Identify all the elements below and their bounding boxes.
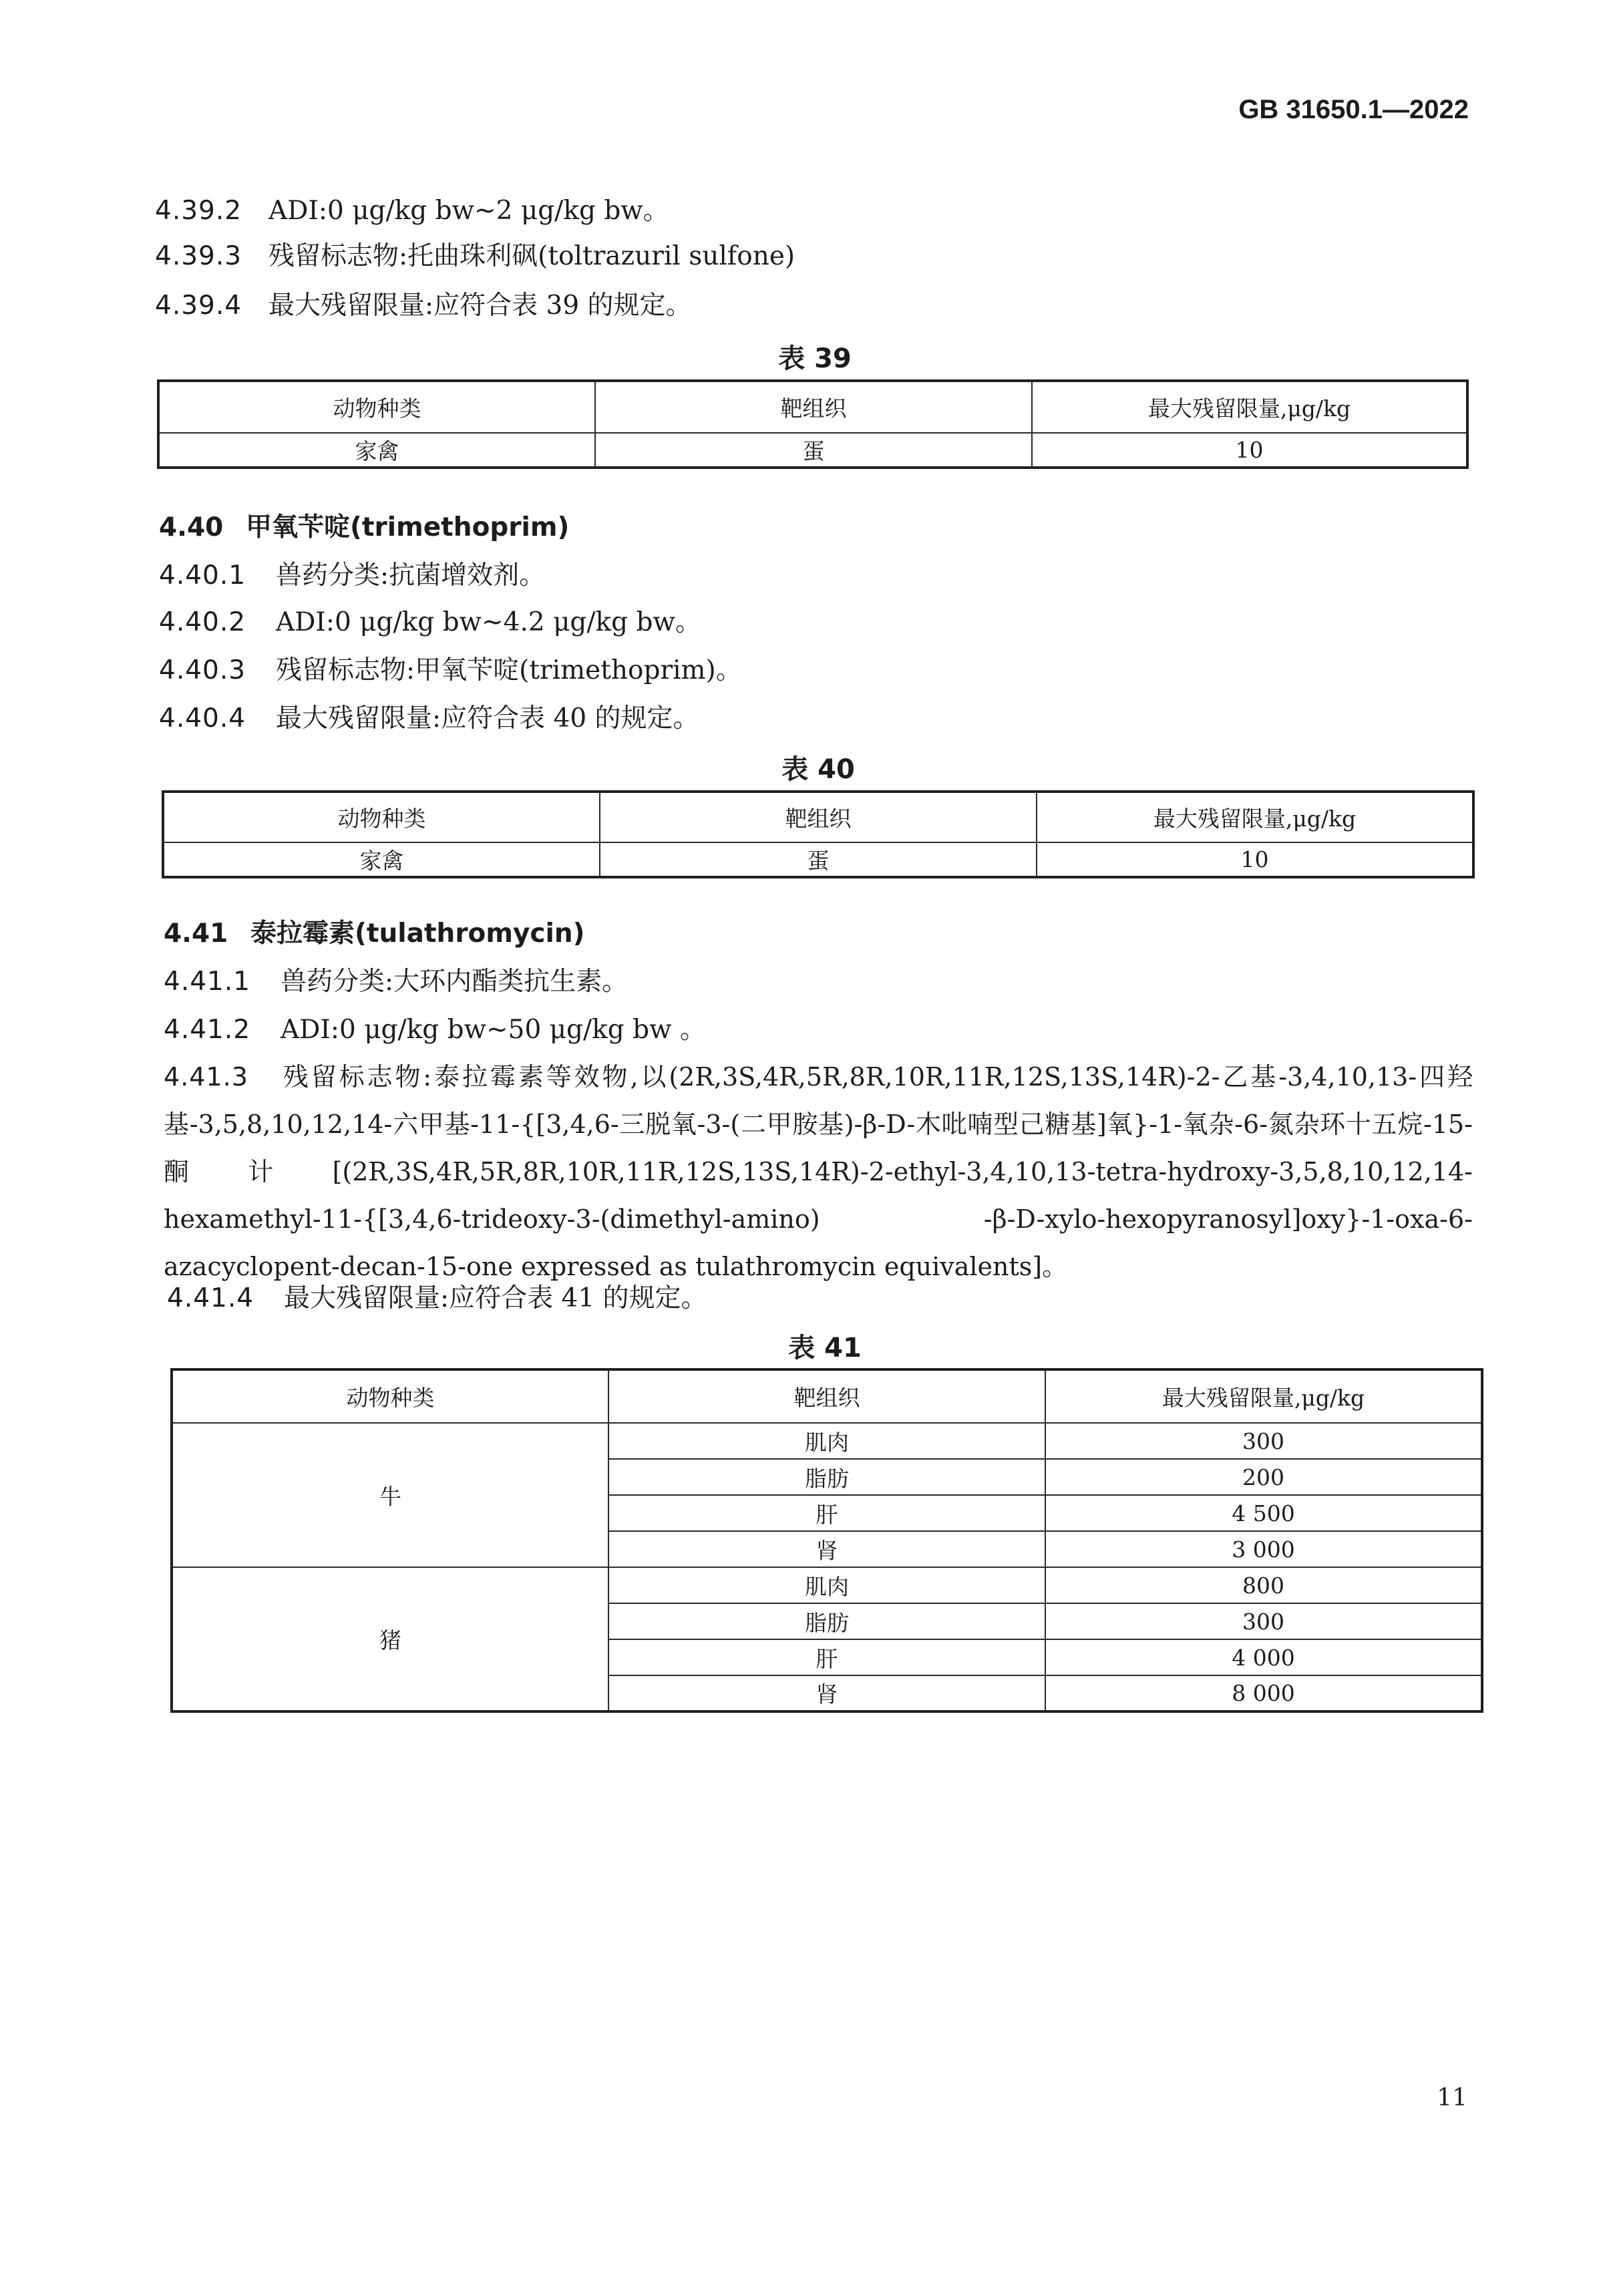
table-row: 牛 肌肉 300	[172, 1423, 1482, 1459]
page-number: 11	[1437, 2084, 1467, 2112]
clause-4-40-1: 4.40.1 兽药分类:抗菌增效剂。	[159, 560, 546, 591]
table-row: 脂肪 200	[172, 1459, 1482, 1495]
table-header-row: 动物种类 靶组织 最大残留限量,μg/kg	[172, 1369, 1482, 1423]
table-39	[157, 379, 1469, 469]
clause-4-40-3: 4.40.3 残留标志物:甲氧苄啶(trimethoprim)。	[159, 655, 742, 685]
clause-4-39-2: 4.39.2 ADI:0 μg/kg bw~2 μg/kg bw。	[155, 196, 669, 226]
table-header-row: 动物种类 靶组织 最大残留限量,μg/kg	[163, 792, 1473, 842]
clause-4-41-3: 4.41.3 残留标志物:泰拉霉素等效物,以(2R,3S,4R,5R,8R,10R,11R,12S,13S,14R)-2-乙基-3,4,10,13-四羟基-3,5,8,10,12,14-六甲基-11-{[3,4,6-三脱氧-3-(二甲胺基)-β-D-木吡喃型己糖基]氧}-1-氧杂-6-氮杂环十五烷-15-酮计[(2R,3S,4R,5R,8R,10R,11R,12S,13S,14R)-2-ethyl-3,4,10,13-tetra-hydroxy-3,5,8,10,12,14-hexamethyl-11-{[3,4,6-trideoxy-3-(dimethyl-amino) -β-D-xylo-hexopyranosyl]oxy}-1-oxa-6-azacyclopent-decan-15-one expressed as tulathromycin equivalents]。	[164, 1062, 1473, 1281]
section-4-41-heading: 4.41 泰拉霉素(tulathromycin)	[164, 919, 585, 949]
section-4-40-heading: 4.40 甲氧苄啶(trimethoprim)	[159, 512, 570, 542]
table-row: 肝 4 000	[172, 1639, 1482, 1675]
table-row: 家禽 蛋 10	[158, 433, 1467, 468]
clause-4-40-2: 4.40.2 ADI:0 μg/kg bw~4.2 μg/kg bw。	[159, 607, 701, 637]
table-40-caption: 表 40	[781, 754, 855, 785]
table-row: 肾 8 000	[172, 1675, 1482, 1711]
col-header-tissue: 靶组织	[595, 381, 1032, 433]
clause-4-41-4: 4.41.4 最大残留限量:应符合表 41 的规定。	[167, 1283, 707, 1313]
table-header-row	[158, 381, 1467, 433]
table-row: 肾 3 000	[172, 1531, 1482, 1567]
animal-cattle: 牛	[172, 1423, 608, 1567]
table-41	[170, 1368, 1483, 1713]
table-row: 猪 肌肉 800	[172, 1567, 1482, 1603]
table-41-caption: 表 41	[788, 1333, 862, 1363]
clause-4-40-4: 4.40.4 最大残留限量:应符合表 40 的规定。	[159, 703, 699, 733]
table-40	[162, 790, 1475, 878]
clause-4-41-2: 4.41.2 ADI:0 μg/kg bw~50 μg/kg bw 。	[164, 1015, 706, 1045]
col-header-mrl: 最大残留限量,μg/kg	[1032, 381, 1467, 433]
clause-4-39-3: 4.39.3 残留标志物:托曲珠利砜(toltrazuril sulfone)	[155, 241, 795, 271]
animal-pig: 猪	[172, 1567, 608, 1711]
table-39-caption: 表 39	[778, 343, 852, 374]
standard-number: GB 31650.1—2022	[1238, 95, 1469, 124]
clause-4-39-4: 4.39.4 最大残留限量:应符合表 39 的规定。	[155, 291, 692, 321]
col-header-animal: 动物种类	[158, 381, 595, 433]
clause-4-41-1: 4.41.1 兽药分类:大环内酯类抗生素。	[164, 967, 629, 997]
table-row: 家禽 蛋 10	[163, 842, 1473, 877]
table-row: 肝 4 500	[172, 1495, 1482, 1531]
table-row: 脂肪 300	[172, 1603, 1482, 1639]
